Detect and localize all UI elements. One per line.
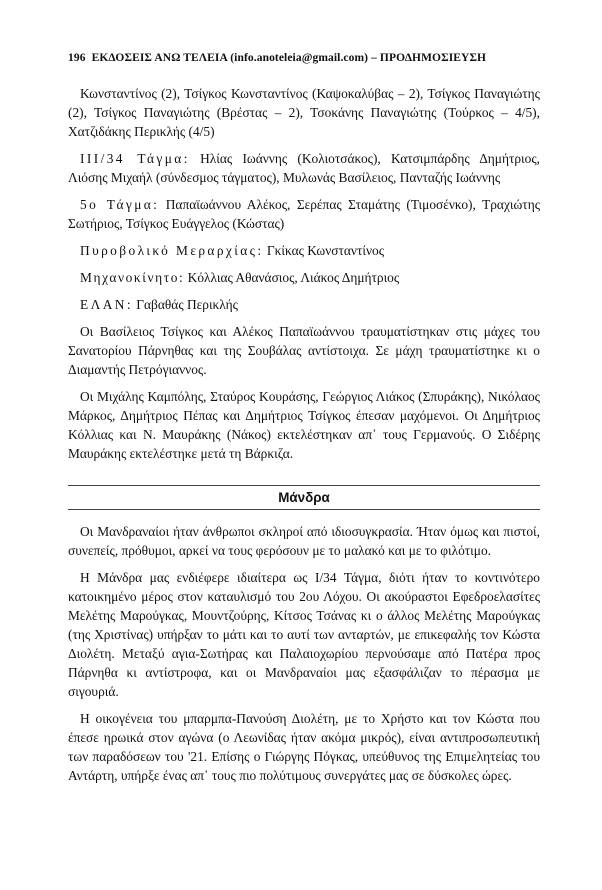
section-rule-top [68, 485, 540, 486]
section-paragraph-3: Η οικογένεια του μπαρμπα-Πανούση Διολέτη, με το Χρήστο και τον Κώστα που έπεσε ηρωικά στον αγώνα (ο Λεωνίδας ήταν ακόμα μικρός), είναι αντιπροσωπευτική των παραδόσεων του '21. Επίσης ο Γιώργης Πόγκας, υπεύθυνος της Επιμελητείας του Αντάρτη, υπήρξε ένας απ᾽ τους πιο πολύτιμους συνεργάτες μας σε δύσκολες ώρες. [68, 711, 540, 783]
running-header [68, 52, 540, 64]
section-title: Μάνδρα [278, 490, 330, 505]
unit-members: Κόλλιας Αθανάσιος, Λιάκος Δημήτριος [184, 270, 400, 285]
paragraph-battalion-iii-34 [68, 149, 540, 187]
unit-label: ΙΙΙ/34 Τάγμα: [80, 151, 190, 166]
unit-label: ΕΛΑΝ: [80, 297, 133, 312]
page-number: 196 [68, 52, 86, 64]
paragraph-wounded: Οι Βασίλειος Τσίγκος και Αλέκος Παπαϊωάννου τραυματίστηκαν στις μάχες του Σανατορίου Πάρνηθας και της Σουβάλας αντίστοιχα. Σε μάχη τραυματίστηκε κι ο Διαμαντής Πετρόγιαννος. [68, 324, 540, 377]
section-paragraph-2: Η Μάνδρα μας ενδιέφερε ιδιαίτερα ως Ι/34 Τάγμα, διότι ήταν το κοντινότερο κατοικημένο μέρος στον καταυλισμό του 2ου Λόχου. Οι ακούραστοι Εφεδροελασίτες Μελέτης Μαρούγκας, Μουντζούρης, Κίτσος Τσάνας κι ο άλλος Μελέτης Μαρούγκας (της Χριστίνας) υπήρξαν το μάτι και το αυτί των ανταρτών, με επικεφαλής τον Κώστα Διολέτη. Μεταξύ αγια-Σωτήρας και Παλαιοχωρίου περνούσαμε από Πατέρα προς Πάρνηθα κι αντίστροφα, και οι Μανδραναίοι μας εξασφάλιζαν το πέρασμα με σιγουριά. [68, 570, 540, 699]
section-paragraph-1: Οι Μανδραναίοι ήταν άνθρωποι σκληροί από ιδιοσυγκρασία. Ήταν όμως και πιστοί, συνεπείς, πρόθυμοι, αρκεί να τους φερόσουν με το μαλακό και με το φιλότιμο. [68, 524, 540, 558]
paragraph-motorized [68, 268, 540, 287]
unit-label: Μηχανοκίνητο: [80, 270, 185, 285]
book-page [68, 52, 540, 793]
paragraph-5th-battalion [68, 195, 540, 233]
paragraph-elan [68, 295, 540, 314]
unit-label: 5ο Τάγμα: [80, 197, 160, 212]
unit-members: Γκίκας Κωνσταντίνος [263, 243, 384, 258]
header-text: ΕΚΔΟΣΕΙΣ ΑΝΩ ΤΕΛΕΙΑ (info.anoteleia@gmail.com) – ΠΡΟΔΗΜΟΣΙΕΥΣΗ [91, 52, 487, 64]
unit-members: Παπαϊωάννου Αλέκος, Σερέπας Σταμάτης (Τιμοσένκο), Τραχιώτης Σωτήριος, Τσίγκος Ευάγγελος (Κώστας) [68, 197, 540, 231]
section-rule-bottom [68, 509, 540, 510]
unit-label: Πυροβολικό Μεραρχίας: [80, 243, 264, 258]
unit-members: Ηλίας Ιωάννης (Κολιοτσάκος), Κατσιμπάρδης Δημήτριος, Λιόσης Μιχαήλ (σύνδεσμος τάγματος), Μυλωνάς Βασίλειος, Πανταζής Ιωάννης [68, 151, 540, 185]
paragraph-fallen: Οι Μιχάλης Καμπόλης, Σταύρος Κουράσης, Γεώργιος Λιάκος (Σπυράκης), Νικόλαος Μάρκος, Δημήτριος Πέπας και Δημήτριος Τσίγκος έπεσαν μαχόμενοι. Οι Δημήτριος Κόλλιας και Ν. Μαυράκης (Νάκος) εκτελέστηκαν απ᾽ τους Γερμανούς. Ο Σιδέρης Μαυράκης εκτελέστηκε μετά τη Βάρκιζα. [68, 389, 540, 461]
paragraph-division-artillery [68, 241, 540, 260]
paragraph-names-continued: Κωνσταντίνος (2), Τσίγκος Κωνσταντίνος (Καψοκαλύβας – 2), Τσίγκος Παναγιώτης (2), Τσίγκος Παναγιώτης (Βρέστας – 2), Τσοκάνης Παναγιώτης (Τούρκος – 4/5), Χατζιδάκης Περικλής (4/5) [68, 86, 540, 139]
unit-members: Γαβαθάς Περικλής [132, 297, 238, 312]
